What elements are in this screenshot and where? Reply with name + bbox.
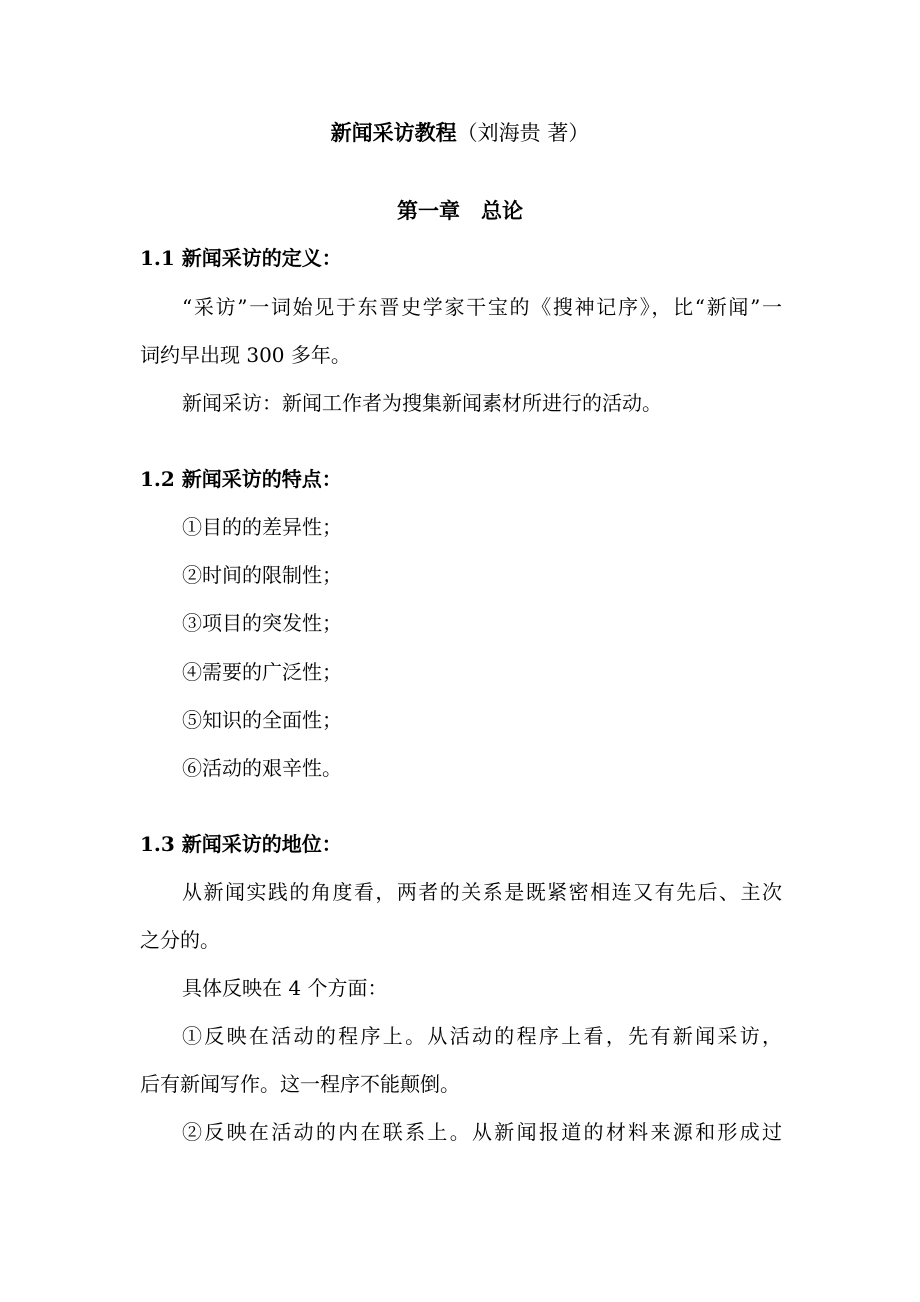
title-text: 新闻采访教程 [330,120,457,145]
list-item: ③项目的突发性； [182,611,342,635]
list-item: ②时间的限制性； [182,563,342,587]
paragraph-line: 从新闻实践的角度看，两者的关系是既紧密相连又有先后、主次 [182,880,782,904]
paragraph: 具体反映在 4 个方面： [182,976,388,1000]
paragraph-line: “采访”一词始见于东晋史学家干宝的《搜神记序》，比“新闻”一 [182,295,782,319]
paragraph-line: 之分的。 [140,928,220,952]
paragraph: 新闻采访：新闻工作者为搜集新闻素材所进行的活动。 [182,391,662,415]
paragraph-line: 词约早出现 300 多年。 [140,343,351,367]
section-heading-1-1: 1.1 新闻采访的定义： [140,246,342,270]
paragraph-line: ②反映在活动的内在联系上。从新闻报道的材料来源和形成过 [182,1120,782,1144]
document-title [0,122,920,144]
section-heading-1-2: 1.2 新闻采访的特点： [140,467,342,491]
chapter-heading: 第一章 总论 [397,198,523,223]
paragraph-line: 后有新闻写作。这一程序不能颠倒。 [140,1072,460,1096]
paragraph-line: ①反映在活动的程序上。从活动的程序上看，先有新闻采访， [182,1024,782,1048]
list-item: ⑤知识的全面性； [182,708,342,732]
section-heading-1-3: 1.3 新闻采访的地位： [140,832,342,856]
list-item: ①目的的差异性； [182,515,342,539]
list-item: ⑥活动的艰辛性。 [182,756,342,780]
title-author: （刘海贵 著） [456,121,590,145]
list-item: ④需要的广泛性； [182,660,342,684]
